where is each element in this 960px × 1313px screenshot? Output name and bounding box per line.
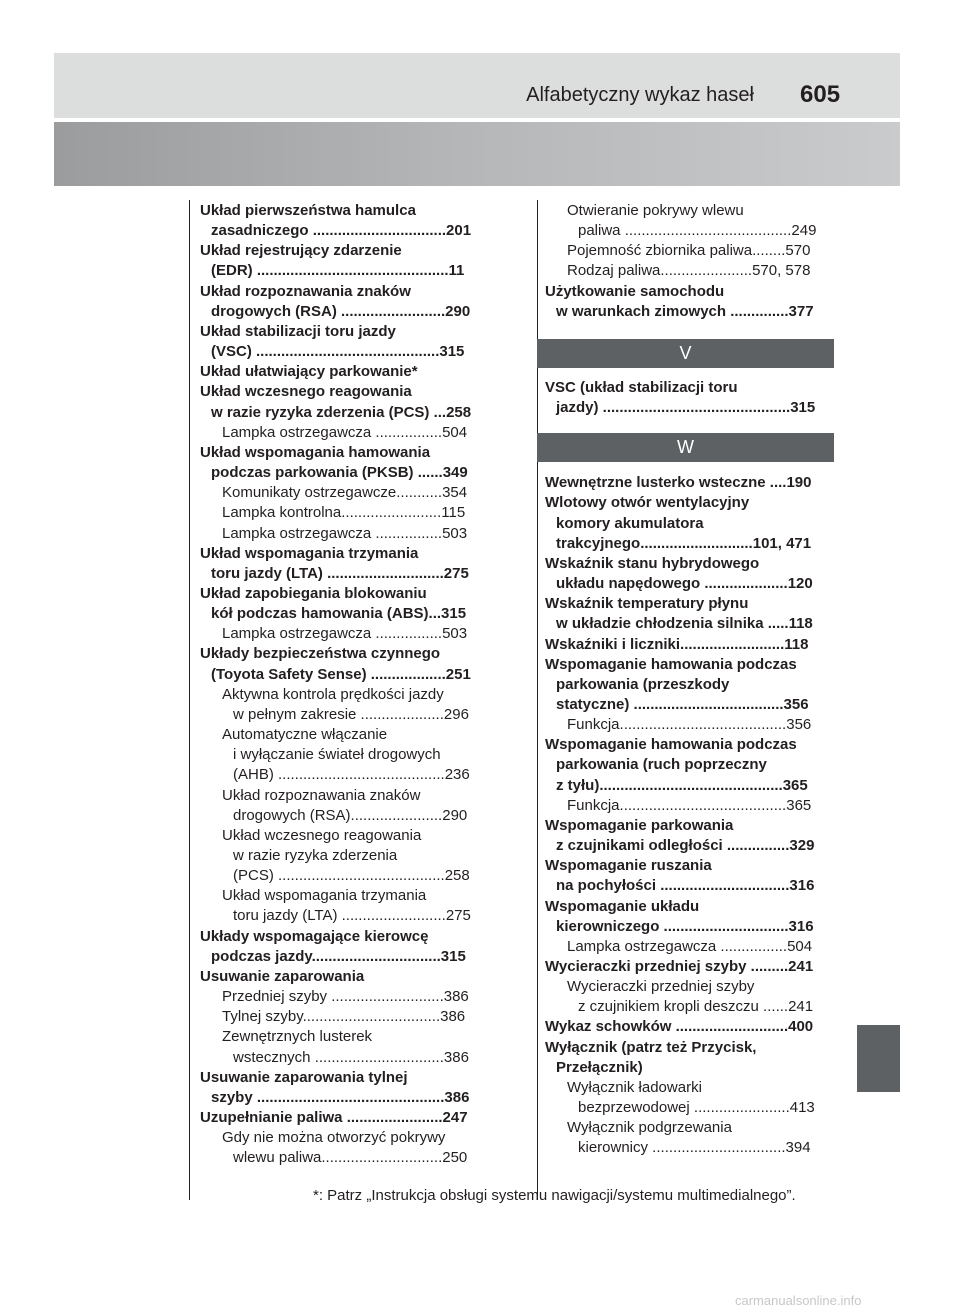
index-entry: Funkcja........................................365	[567, 796, 812, 814]
index-entry: Układ wspomagania trzymania	[200, 544, 419, 562]
page-header-title: Alfabetyczny wykaz haseł	[526, 84, 754, 106]
index-entry: Układ stabilizacji toru jazdy	[200, 322, 396, 340]
index-entry: jazdy) .............................................315	[556, 399, 816, 417]
index-entry: Użytkowanie samochodu	[545, 282, 725, 300]
index-entry: Wycieraczki przedniej szyby .........241	[545, 958, 814, 975]
index-entry: Układ ułatwiający parkowanie*	[200, 363, 418, 381]
index-entry: Przełącznik)	[556, 1058, 643, 1076]
index-entry: (EDR) ..............................................11	[211, 262, 465, 280]
index-entry: VSC (układ stabilizacji toru	[545, 378, 738, 396]
index-entries-v	[545, 378, 835, 418]
index-entry: Usuwanie zaparowania tylnej	[200, 1068, 408, 1086]
index-entry: Zewnętrznych lusterek	[222, 1028, 373, 1046]
index-entry: Wyłącznik podgrzewania	[567, 1119, 732, 1137]
index-entry: Układ wspomagania trzymania	[222, 887, 427, 905]
index-entry: Gdy nie można otworzyć pokrywy	[222, 1129, 446, 1147]
index-entry: paliwa ........................................249	[578, 222, 817, 240]
section-letter-w: W	[537, 433, 834, 462]
left-column-rule	[189, 200, 190, 1200]
index-entry: z czujnikami odległości ...............329	[556, 837, 815, 855]
index-entry: układu napędowego ....................120	[556, 575, 813, 593]
index-entry: Układ zapobiegania blokowaniu	[200, 584, 427, 602]
index-entry: kierownicy ................................394	[578, 1139, 811, 1157]
index-entry: w pełnym zakresie ....................296	[233, 705, 469, 723]
index-entry: (AHB) ........................................236	[233, 766, 470, 784]
index-entry: w układzie chłodzenia silnika .....118	[556, 615, 813, 633]
index-entry: Wykaz schowków ...........................400	[545, 1018, 814, 1036]
index-entry: Wspomaganie ruszania	[545, 857, 712, 875]
index-entry: Uzupełnianie paliwa .......................247	[200, 1109, 468, 1127]
index-entry: Otwieranie pokrywy wlewu	[567, 202, 744, 219]
index-entry: Układ pierwszeństwa hamulca	[200, 202, 416, 219]
index-entry: w razie ryzyka zderzenia (PCS) ...258	[211, 403, 472, 421]
index-entry: Układ rozpoznawania znaków	[200, 282, 411, 300]
index-entry: Wskaźniki i liczniki.........................118	[545, 635, 809, 653]
index-entry: wlewu paliwa.............................250	[233, 1149, 468, 1167]
index-entry: Układ wczesnego reagowania	[200, 383, 412, 401]
index-entry: kół podczas hamowania (ABS)...315	[211, 605, 467, 623]
index-entry: Układy wspomagające kierowcę	[200, 927, 429, 945]
index-entry: Funkcja........................................356	[567, 716, 812, 734]
index-entry: Lampka ostrzegawcza ................504	[222, 423, 468, 441]
index-entry: parkowania (przeszkody	[556, 675, 730, 693]
index-entry: Aktywna kontrola prędkości jazdy	[222, 685, 444, 703]
index-entry: wstecznych ...............................386	[233, 1048, 469, 1066]
index-entry: Wspomaganie hamowania podczas	[545, 655, 797, 673]
index-entry: drogowych (RSA) .........................290	[211, 302, 471, 320]
index-entry: podczas parkowania (PKSB) ......349	[211, 464, 468, 482]
index-column-left	[200, 201, 500, 1169]
index-entries-u-continued	[545, 201, 835, 322]
footnote: *: Patrz „Instrukcja obsługi systemu nawigacji/systemu multimedialnego”.	[313, 1187, 796, 1204]
index-entry: kierowniczego ..............................316	[556, 917, 814, 935]
index-entry: Wycieraczki przedniej szyby	[567, 978, 755, 996]
index-entry: Wyłącznik ładowarki	[567, 1078, 702, 1096]
index-entry: Wskaźnik stanu hybrydowego	[545, 554, 760, 572]
index-entry: statyczne) ....................................356	[556, 695, 809, 713]
index-entry: (PCS) ........................................258	[233, 867, 470, 885]
index-entry: na pochyłości ...............................316	[556, 877, 815, 895]
index-entry: komory akumulatora	[556, 514, 704, 532]
index-entry: w razie ryzyka zderzenia	[233, 847, 398, 864]
index-entry: Układ rejestrujący zdarzenie	[200, 242, 402, 260]
index-entry: Wewnętrzne lusterko wsteczne ....190	[545, 474, 812, 492]
index-column-right	[545, 201, 835, 1159]
watermark: carmanualsonline.info	[735, 1293, 862, 1308]
index-entry: Tylnej szyby.................................386	[222, 1008, 466, 1026]
index-entry: toru jazdy (LTA) .........................275	[233, 907, 471, 925]
index-entry: Automatyczne włączanie	[222, 726, 388, 744]
index-entry: Wspomaganie układu	[545, 897, 700, 915]
index-entry: i wyłączanie świateł drogowych	[233, 746, 441, 764]
decorative-gray-band	[54, 122, 900, 186]
index-entry: parkowania (ruch poprzeczny	[556, 756, 767, 774]
index-entry: drogowych (RSA)......................290	[233, 806, 468, 824]
index-entry: zasadniczego ................................201	[211, 222, 472, 240]
header-band	[54, 53, 900, 118]
index-entry: (Toyota Safety Sense) ..................251	[211, 665, 471, 683]
index-entry: Komunikaty ostrzegawcze...........354	[222, 484, 468, 502]
section-letter-v: V	[537, 339, 834, 368]
index-entry: podczas jazdy...............................315	[211, 947, 466, 965]
index-entry: Wlotowy otwór wentylacyjny	[545, 494, 750, 512]
index-entry: bezprzewodowej .......................413	[578, 1099, 815, 1117]
index-entry: toru jazdy (LTA) ............................275	[211, 564, 469, 582]
index-entries-w	[545, 473, 835, 1158]
index-entry: z czujnikiem kropli deszczu ......241	[578, 998, 814, 1016]
index-entry: Lampka ostrzegawcza ................503	[222, 625, 468, 643]
index-entry: Układ rozpoznawania znaków	[222, 786, 421, 804]
index-entry: w warunkach zimowych ..............377	[556, 302, 814, 320]
index-entry: Lampka kontrolna........................115	[222, 504, 466, 522]
index-entry: Lampka ostrzegawcza ................504	[567, 937, 813, 955]
index-entry: Lampka ostrzegawcza ................503	[222, 524, 468, 542]
index-entry: Układy bezpieczeństwa czynnego	[200, 645, 441, 663]
index-entry: Pojemność zbiornika paliwa........570	[567, 242, 811, 260]
index-entry: Wspomaganie parkowania	[545, 816, 734, 834]
index-entry: Usuwanie zaparowania	[200, 967, 365, 985]
index-entry: Wspomaganie hamowania podczas	[545, 736, 797, 754]
index-entry: szyby .............................................386	[211, 1088, 470, 1106]
index-entry: Układ wspomagania hamowania	[200, 443, 431, 461]
index-entry: Wyłącznik (patrz też Przycisk,	[545, 1038, 757, 1056]
index-entry: z tyłu)............................................365	[556, 776, 808, 794]
index-entry: Wskaźnik temperatury płynu	[545, 595, 749, 613]
index-entry: Rodzaj paliwa......................570, 578	[567, 262, 811, 280]
index-entry: Przedniej szyby ...........................386	[222, 988, 469, 1006]
index-entry: (VSC) ............................................315	[211, 343, 465, 361]
index-entry: Układ wczesnego reagowania	[222, 826, 422, 844]
index-entry: trakcyjnego...........................101, 471	[556, 534, 812, 552]
chapter-tab-marker	[857, 1025, 900, 1092]
page-number: 605	[800, 81, 841, 108]
